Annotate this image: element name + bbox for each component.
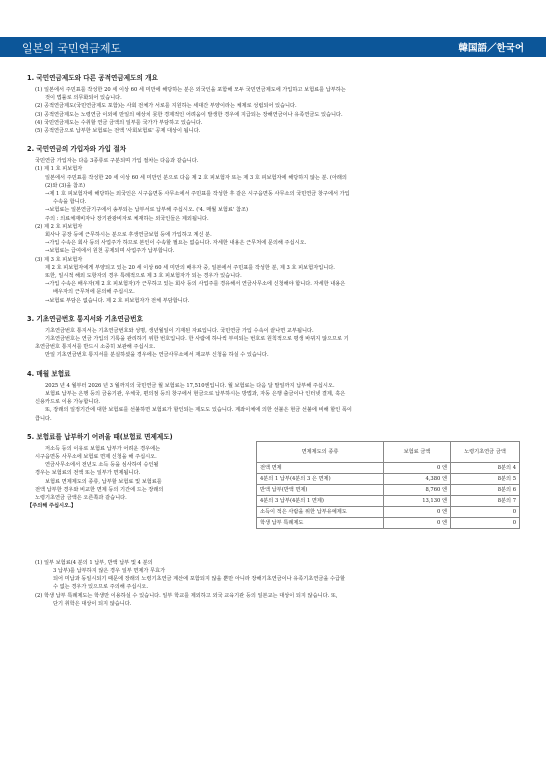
column-header: 노령기초연금 금액 [451, 441, 520, 462]
table-cell-premium: 0 엔 [384, 462, 451, 473]
text-line: 전액 납부한 경우와 비교한 면제 등의 기간에 드는 장래의 [35, 486, 164, 493]
section-title: 4. 매월 보험료 [27, 369, 71, 378]
text-line: 기초연금번호는 연금 가입의 기록을 관리하기 위한 번호입니다. 한 사람에 하나씩 부여되는 번호로 원칙적으로 평생 바뀌지 않으므로 기 [45, 336, 349, 343]
text-line: (1) 일본에서 주민표를 작성한 20 세 이상 60 세 미만에 해당하는 분은 외국인을 포함해 모두 국민연금제도에 가입하고 보험료를 납부하는 [35, 87, 346, 93]
text-line: 신용카드로 이용 가능합니다. [35, 399, 101, 406]
section-title: 1. 국민연금제도와 다른 공적연금제도의 개요 [27, 74, 158, 82]
table-cell-premium: 0 엔 [384, 517, 451, 528]
text-line: 큽니다. [35, 415, 52, 422]
text-line: 단기 취학은 대상이 되지 않습니다. [53, 600, 132, 607]
text-line: 만일 기초연금번호 통지서를 분실하셨을 경우에는 연금사무소에서 재교부 신청을 하실 수 있습니다. [45, 352, 269, 359]
text-line: 2025 년 4 월부터 2026 년 3 월까지의 국민연금 월 보험료는 17,510엔입니다. 월 보험료는 다음 달 말일까지 납부해 주십시오. [45, 382, 335, 389]
table-cell-type: 반액 납부(반액 면제) [257, 484, 384, 495]
text-line: →보험료는 급여에서 원천 공제되며 사업주가 납부합니다. [45, 248, 175, 255]
text-line: (4) 국민연금제도는 수취할 연금 금액의 일부를 국가가 부담하고 있습니다. [35, 119, 203, 126]
section-title: 2. 국민연금의 가입자와 가입 절차 [27, 145, 127, 154]
table-cell-pension: 8분의 4 [451, 462, 520, 473]
table-cell-type: 소득이 적은 사람을 위한 납부유예제도 [257, 506, 384, 517]
table-cell-type: 4분의 3 납부(4분의 1 면제) [257, 495, 384, 506]
section-title: 5. 보험료를 납부하기 어려울 때(보험료 면제제도) [27, 432, 173, 441]
table-cell-premium: 4,380 엔 [384, 473, 451, 484]
text-line: 수속을 합니다. [53, 199, 87, 206]
text-line: 것이 법률로 의무화되어 있습니다. [45, 95, 122, 102]
column-header: 보험료 금액 [384, 441, 451, 462]
table-row [257, 462, 520, 473]
text-line: 주의 : 의료체재비자나 장기관광비자로 체재하는 외국인들은 제외됩니다. [45, 215, 209, 222]
table-cell-premium: 0 엔 [384, 506, 451, 517]
text-line: 일본에서 주민표를 작성한 20 세 이상 60 세 미만인 분으로 다음 제 2 호 피보험자 또는 제 3 호 피보험자에 해당하지 않는 분. (아래의 [45, 174, 347, 181]
text-line: (2) 공적연금제도(국민연금제도 포함)는 사회 전체가 서로를 지원하는 세대간 부양이라는 체제로 성립되어 있습니다. [35, 103, 297, 110]
text-line: 보험료 면제제도의 종류, 납부할 보험료 및 보험료를 [45, 478, 162, 485]
language-label: 韓国語／한국어 [458, 43, 524, 54]
text-line: 수 없는 경우가 있으므로 주의해 주십시오. [53, 584, 149, 591]
text-line: 되어 미납과 동일시되기 때문에 장래의 노령기초연금 계산에 포함되지 않을 뿐만 아니라 장해기초연금이나 유족기초연금을 수급할 [53, 576, 346, 583]
text-line: 시구읍면동 사무소에 보험료 면제 신청을 해 주십시오. [35, 453, 157, 460]
section-5 [27, 431, 523, 611]
table-row [257, 506, 520, 517]
table-cell-pension: 8분의 7 [451, 495, 520, 506]
column-header: 면제제도의 종류 [257, 441, 384, 462]
text-line: 【주의해 주십시오.】 [27, 503, 77, 510]
table-header-row [257, 441, 520, 462]
text-line: 기초연금번호 통지서는 기초연금번호와 성명, 생년월일이 기재된 자료입니다. 국민연금 가입 수속이 끝나면 교부됩니다. [45, 327, 314, 334]
text-line: →보험료 부담은 없습니다. 제 2 호 피보험자가 전체 부담합니다. [45, 297, 190, 304]
text-line: 저소득 등의 이유로 보험료 납부가 어려운 경우에는 [45, 445, 161, 452]
text-line: 경우는 보험료의 전액 또는 일부가 면제됩니다. [35, 470, 141, 477]
page-header [0, 37, 546, 57]
text-line: 노령기초연금 금액은 오른쪽과 같습니다. [35, 494, 127, 501]
text-line: (2)와 (3)을 참조) [45, 182, 86, 189]
text-line: →보험료는 일본연금기구에서 송부되는 납부서로 납부해 주십시오. ('4. 매월 보험료' 참조) [45, 207, 249, 214]
table-row [257, 473, 520, 484]
text-line: 국민연금 가입자는 다음 3종류로 구분되며 가입 절차는 다음과 같습니다. [35, 158, 199, 165]
text-line: →가입 수속은 배우자(제 2 호 피보험자)가 근무하고 있는 회사 등의 사업주를 경유해서 연금사무소에 신청해야 합니다. 자세한 내용은 [45, 281, 346, 288]
text-line: (2) 학생 납부 특례제도는 학생만 이용하실 수 있습니다. 일부 학교를 제외하고 외국 교육기관 등의 일본교는 대상이 되지 않습니다. 또, [35, 592, 338, 599]
text-line: 배우자의 근무처에 문의해 주십시오. [53, 289, 135, 296]
table-cell-type: 전액 면제 [257, 462, 384, 473]
text-line: 3 납부)를 납부하지 않은 경우 일부 면제가 무효가 [53, 567, 166, 574]
text-line: →제 1 호 피보험자에 해당하는 외국인은 시구읍면동 사무소에서 주민표를 작성한 후 같은 시구읍면동 사무소의 국민연금 창구에서 가입 [45, 191, 350, 198]
text-line: (3) 공적연금제도는 노령연금 이외에 만일의 예상치 못한 경제적인 어려움이 발생한 경우에 지급되는 장해연금이나 유족연금도 있습니다. [35, 111, 343, 118]
page-title: 일본의 국민연금제도 [22, 42, 122, 55]
text-line: (5) 공적연금으로 납부한 보험료는 전액 '사회보험료' 공제 대상이 됩니다. [35, 128, 201, 135]
section-title: 3. 기초연금번호 통지서와 기초연금번호 [27, 314, 143, 323]
text-line: →가입 수속은 회사 등의 사업주가 하므로 본인이 수속할 필요는 없습니다. 자세한 내용은 근무처에 문의해 주십시오. [45, 240, 307, 247]
section-2 [27, 143, 523, 305]
text-line: (1) 일부 보험료(4 분의 1 납부, 반액 납부 및 4 분의 [35, 559, 153, 566]
table-cell-pension: 0 [451, 517, 520, 528]
table-cell-premium: 13,130 엔 [384, 495, 451, 506]
text-line: 또한, 일시적 해외 도항자의 경우 특례적으로 제 3 호 피보험자가 되는 경우가 있습니다. [45, 273, 242, 280]
section-4 [27, 368, 523, 423]
table-cell-pension: 0 [451, 506, 520, 517]
text-line: 회사나 공장 등에 근무하시는 분으로 후생연금보험 등에 가입하고 계신 분. [45, 232, 212, 239]
text-line: 제 2 호 피보험자에게 부양되고 있는 20 세 이상 60 세 미만의 배우자 중, 일본에서 주민표를 작성한 분, 제 3 호 피보험자입니다. [45, 264, 335, 271]
text-line: (1) 제 1 호 피보험자 [35, 166, 83, 173]
section-5-text [27, 431, 253, 511]
section-3 [27, 313, 523, 360]
table-cell-pension: 8분의 6 [451, 484, 520, 495]
section-5-notes [27, 559, 523, 608]
table-cell-premium: 8,760 엔 [384, 484, 451, 495]
text-line: 보험료 납부는 은행 등의 금융기관, 우체국, 편의점 등의 창구에서 현금으로 납부하시는 방법과, 자동 은행 출금이나 인터넷 결제, 혹은 [45, 390, 346, 397]
text-line: 또, 장래의 일정기간에 대한 보험료를 선불하면 보험료가 할인되는 제도도 있습니다. 계좌이체에 의한 선불은 현금 선불에 비해 할인 폭이 [45, 407, 352, 414]
text-line: 연금사무소에서 전년도 소득 등을 심사하여 승인될 [45, 462, 159, 469]
exemption-table [256, 441, 520, 529]
table-cell-type: 4분의 1 납부(4분의 3 은 면제) [257, 473, 384, 484]
table-row [257, 484, 520, 495]
table-row [257, 495, 520, 506]
document-body [27, 72, 523, 611]
text-line: (3) 제 3 호 피보험자 [35, 256, 83, 263]
table-cell-type: 학생 납부 특례제도 [257, 517, 384, 528]
section-1 [27, 72, 523, 135]
table-cell-pension: 8분의 5 [451, 473, 520, 484]
text-line: (2) 제 2 호 피보험자 [35, 223, 83, 230]
text-line: 초연금번호 통지서를 반드시 소중히 보관해 주십시오. [35, 344, 156, 351]
table-row [257, 517, 520, 528]
